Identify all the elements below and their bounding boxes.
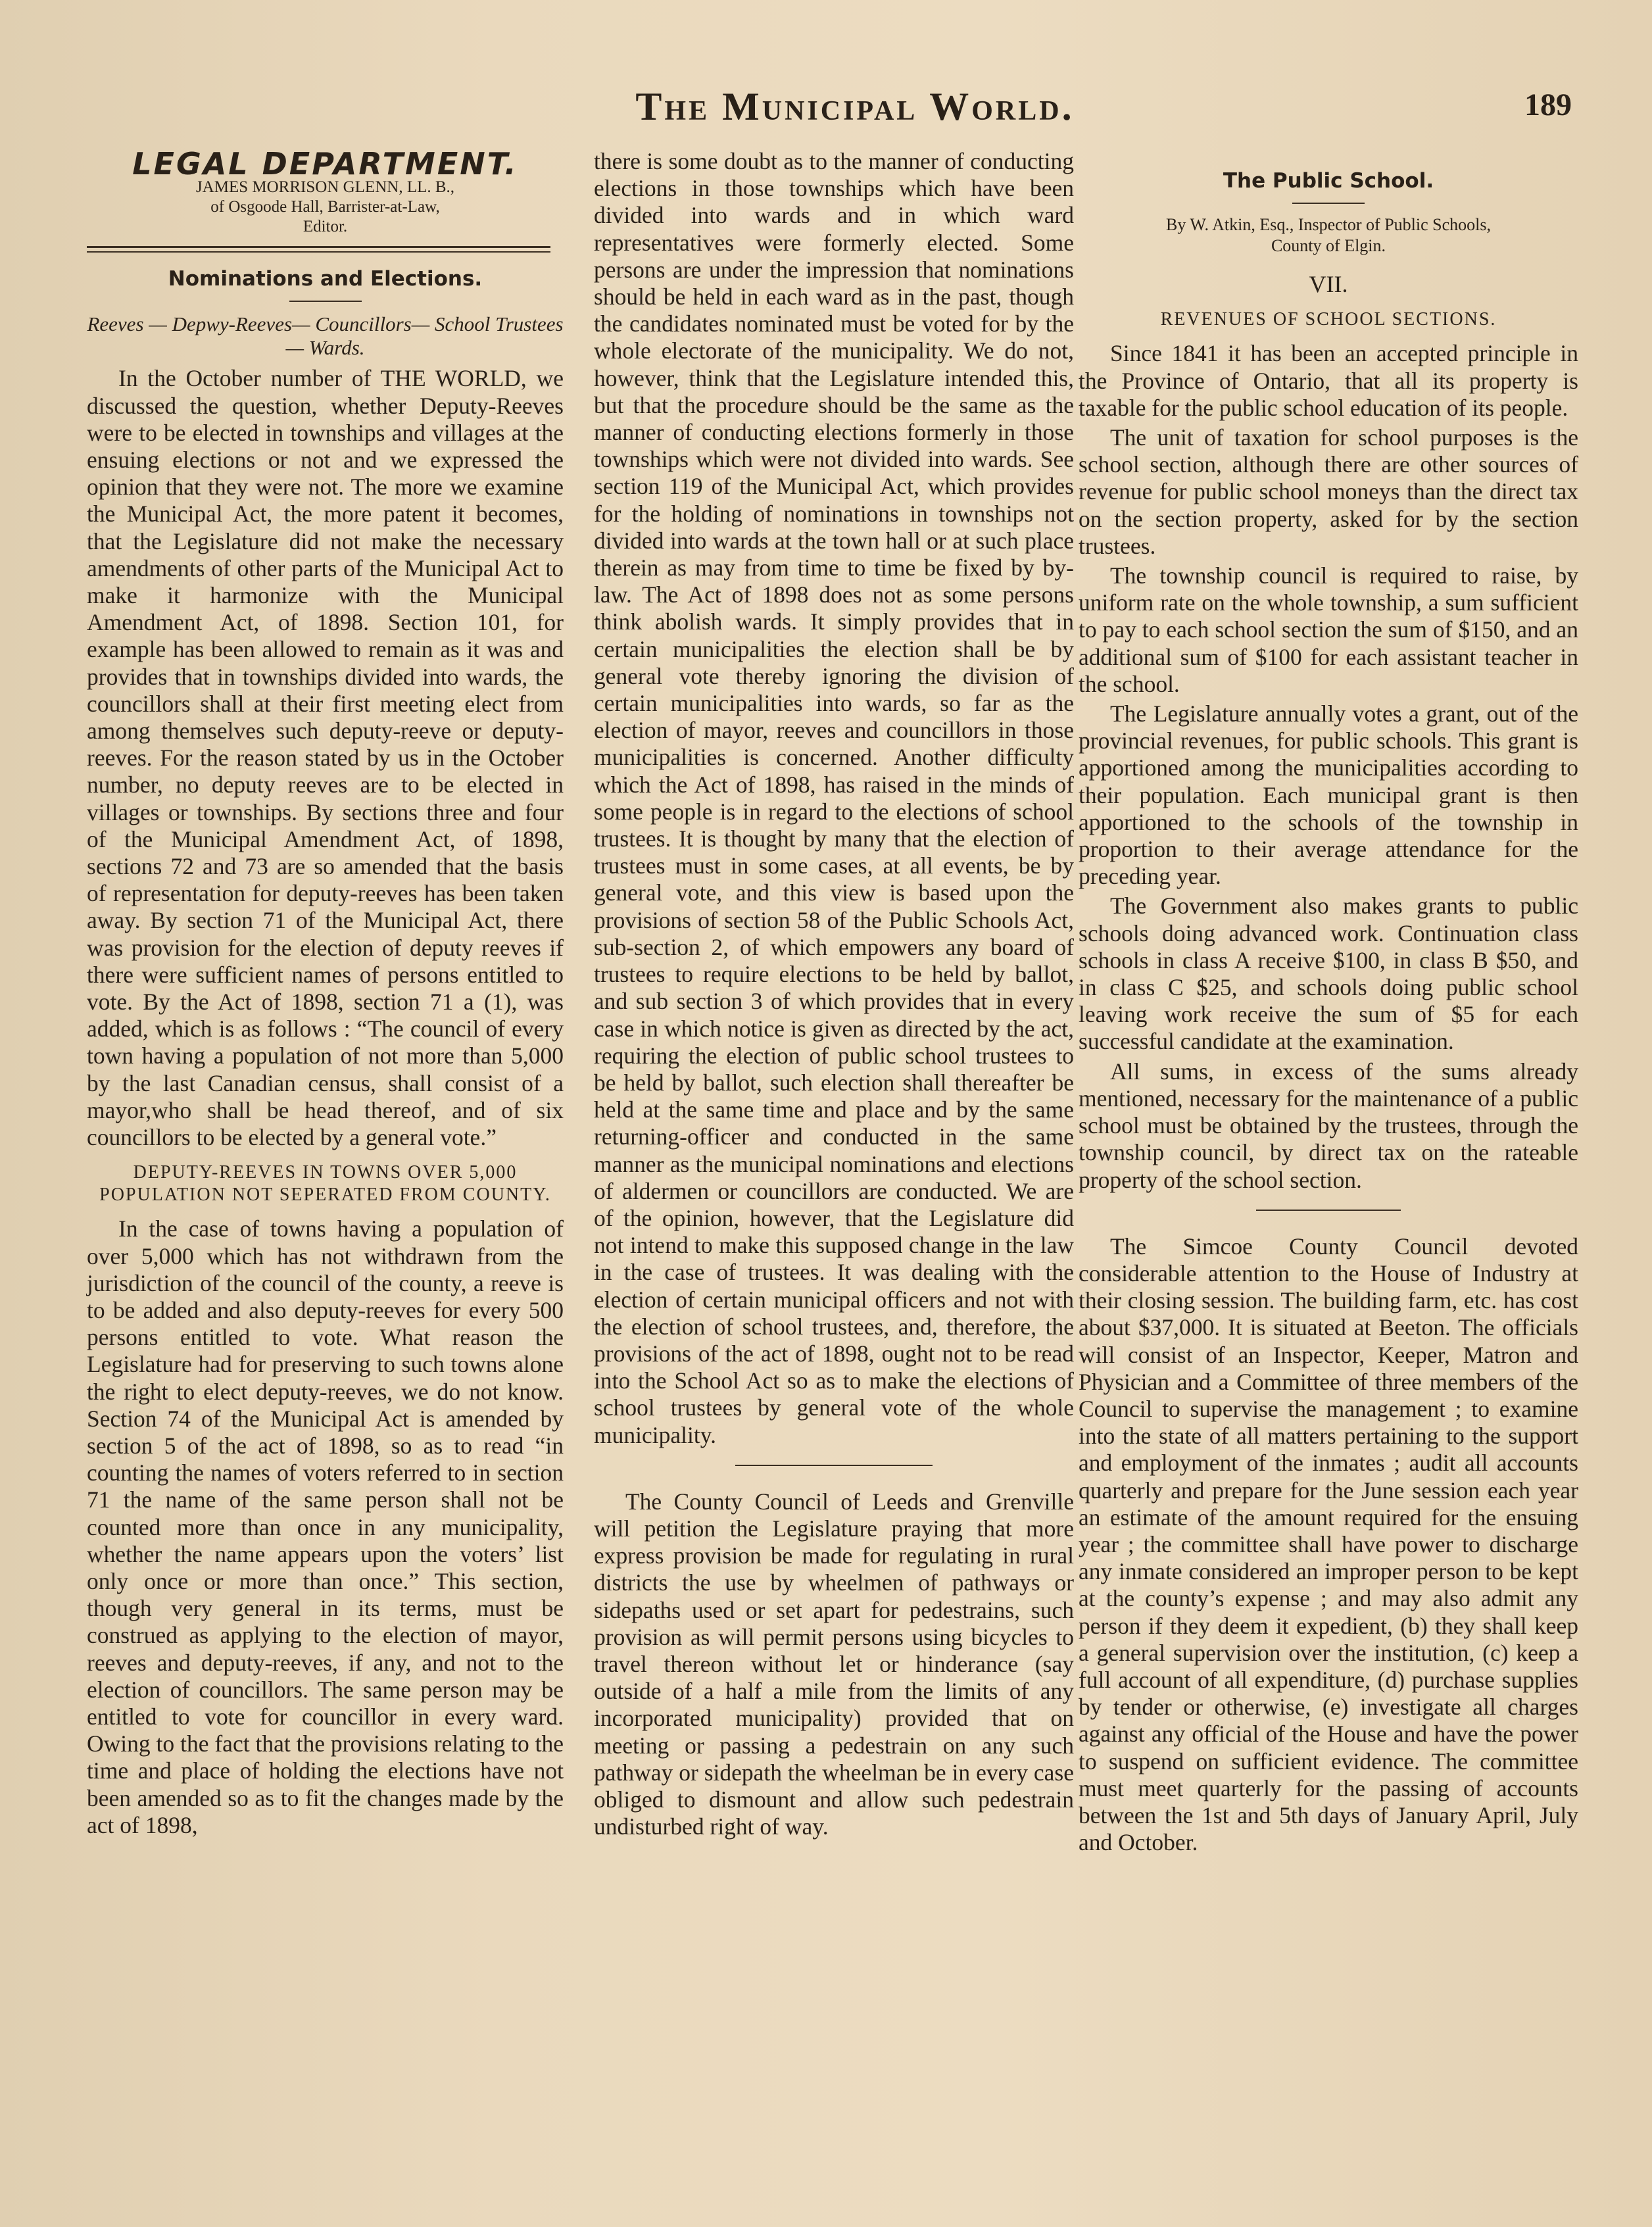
paragraph: The township council is required to raise, by uniform rate on the whole township, a sum sufficient to pay to each school section the sum of $150, and an additional sum of $100 for each assistant teacher in the school. bbox=[1079, 562, 1578, 697]
paragraph: The unit of taxation for school purposes is the school section, although there are other sources of revenue for public school moneys than the direct tax on the section property, asked for by the section trustees. bbox=[1079, 424, 1578, 559]
part-number: VII. bbox=[1309, 271, 1348, 298]
page-number: 189 bbox=[1524, 87, 1572, 122]
column-3 bbox=[1079, 148, 1578, 1859]
article-subheading: Reeves — Depwy-Reeves— Councillors— School Trustees— Wards. bbox=[87, 312, 564, 360]
editor-role: Editor. bbox=[303, 218, 348, 236]
byline bbox=[1079, 214, 1578, 257]
paragraph: The Government also makes grants to public schools doing advanced work. Continuation class schools in class A receive $100, in class B $50, and in class C $25, and schools doing public school leaving work receive the sum of $5 for each successful candidate at the examination. bbox=[1079, 893, 1578, 1055]
paragraph: In the October number of THE WORLD, we discussed the question, whether Deputy-Reeves were to be elected in townships and villages at the ensuing elections or not and we expressed the opinion that they were not. The more we examine the Municipal Act, the more patent it becomes, that the Legislature did not make the necessary amendments of other parts of the Municipal Act to make it harmonize with the Municipal Amendment Act, of 1898. Section 101, for example has been allowed to remain as it was and provides that in townships divided into wards, the councillors shall at their first meeting elect from among themselves such deputy-reeve or deputy-reeves. For the reason stated by us in the October number, no deputy reeves are to be elected in villages or townships. By sections three and four of the Municipal Amendment Act, of 1898, sections 72 and 73 are so amended that the basis of representation for deputy-reeves has been taken away. By section 71 of the Municipal Act, there was provision for the election of deputy reeves if there were sufficient names of persons entitled to vote. By the Act of 1898, section 71 a (1), was added, which is as follows : “The council of every town having a population of not more than 5,000 by the last Canadian census, shall consist of a mayor,who shall be head thereof, and of six councillors to be elected by a general vote.” bbox=[87, 365, 564, 1151]
section-caps-heading: REVENUES OF SCHOOL SECTIONS. bbox=[1160, 309, 1497, 330]
paragraph: there is some doubt as to the manner of conducting elections in those townships which have been divided into wards and in which ward representatives were formerly elected. Some persons are under the impression that nominations should be held in each ward as in the past, though the candidates nominated must be voted for by the whole electorate of the municipality. We do not, however, think that the Legislature intended this, but that the procedure should be the same as the manner of conducting elections formerly in those townships which were not divided into wards. See section 119 of the Municipal Act, which provides for the holding of nominations in townships not divided into wards at the town hall or at such place therein as may from time to time be fixed by by-law. The Act of 1898 does not as some persons think abolish wards. It simply provides that in certain municipalities the election shall be by general vote thereby ignoring the division of certain municipalities into wards, so far as the election of mayor, reeves and councillors in those municipalities is concerned. Another difficulty which the Act of 1898, has raised in the minds of some people is in regard to the elections of school trustees. It is thought by many that the election of trustees must in some cases, at all events, be by general vote, and this view is based upon the provisions of section 58 of the Public Schools Act, sub-section 2, of which empowers any board of trustees to require elections to be held by ballot, and sub section 3 of which provides that in every case in which notice is given as directed by the act, requiring the election of public school trustees to be held by ballot, such election shall thereafter be held at the same time and place and by the same returning-officer and conducted in the same manner as the municipal nominations and elections of aldermen or councillors are conducted. We are of the opinion, however, that the Legislature did not intend to make this supposed change in the law in the case of trustees. It was dealing with the election of certain municipal officers and not with the election of school trustees, and, therefore, the provisions of the act of 1898, ought not to be read into the School Act so as to make the elections of school trustees by general vote of the whole municipality. bbox=[594, 148, 1074, 1448]
column-1 bbox=[87, 148, 564, 1842]
column-2 bbox=[594, 148, 1074, 1843]
double-rule bbox=[87, 246, 550, 253]
masthead-title: The Municipal World. bbox=[635, 85, 1075, 128]
editor-affiliation: of Osgoode Hall, Barrister-at-Law, bbox=[210, 198, 440, 216]
byline-line: By W. Atkin, Esq., Inspector of Public Schools, bbox=[1166, 215, 1491, 235]
page-header bbox=[99, 78, 1611, 143]
short-divider bbox=[1292, 203, 1365, 204]
byline-line: County of Elgin. bbox=[1271, 236, 1386, 256]
paragraph: The Simcoe County Council devoted considerable attention to the House of Industry at their closing session. The building farm, etc. has cost about $37,000. It is situated at Beeton. The officials will consist of an Inspector, Keeper, Matron and Physician and a Committee of three members of the Council to supervise the management ; to examine into the state of all matters pertaining to the support and employment of the inmates ; audit all accounts quarterly and prepare for the June session each year an estimate of the amount required for the ensuing year ; the committee shall have power to discharge any inmate considered an improper person to be kept at the county’s expense ; and may also admit any person if they deem it expedient, (b) they shall keep a general supervision over the institution, (c) keep a full account of all expenditure, (d) purchase supplies by tender or otherwise, (e) investigate all charges against any official of the House and have the power to suspend on sufficient evidence. The committee must meet quarterly for the passing of accounts between the 1st and 5th days of January April, July and October. bbox=[1079, 1233, 1578, 1856]
paragraph: The County Council of Leeds and Grenville will petition the Legislature praying that more express provision be made for regulating in rural districts the use by wheelmen of pathways or sidepaths used or set apart for pedestrains, such provision as will permit persons using bicycles to travel thereon without let or hinderance (say outside of a half a mile from the limits of any incorporated municipality) provided that on meeting or passing a pedestrain on any such pathway or sidepath the wheelman be in every case obliged to dismount and allow such pedestrain undisturbed right of way. bbox=[594, 1488, 1074, 1840]
paragraph: In the case of towns having a population of over 5,000 which has not withdrawn from the jurisdiction of the council of the county, a reeve is to be added and also deputy-reeves for every 500 persons entitled to vote. What reason the Legislature had for preserving to such towns alone the right to elect deputy-reeves, we do not know. Section 74 of the Municipal Act is amended by section 5 of the act of 1898, so as to read “in counting the names of voters referred to in section 71 the name of the same person shall not be counted more than once in any municipality, whether the name appears upon the voters’ list only once or more than once.” This section, though very general in its terms, must be construed as applying to the election of mayor, reeves and deputy-reeves, if any, and not to the election of councillors. The same person may be entitled to vote for councillor in every ward. Owing to the fact that the provisions relating to the time and place of holding the elections have not been amended so as to fit the changes made by the act of 1898, bbox=[87, 1215, 564, 1838]
editor-name: JAMES MORRISON GLENN, LL. B., bbox=[195, 178, 455, 197]
paragraph: Since 1841 it has been an accepted principle in the Province of Ontario, that all its property is taxable for the public school education of its people. bbox=[1079, 340, 1578, 421]
article-heading: The Public School. bbox=[1223, 169, 1434, 193]
article-heading: Nominations and Elections. bbox=[168, 267, 483, 291]
short-divider bbox=[289, 301, 362, 302]
paragraph: All sums, in excess of the sums already mentioned, necessary for the maintenance of a public school must be obtained by the trustees, through the township council, by direct tax on the rateable property of the school section. bbox=[1079, 1058, 1578, 1193]
department-title: LEGAL DEPARTMENT. bbox=[132, 146, 518, 182]
paragraph: The Legislature annually votes a grant, out of the provincial revenues, for public schools. This grant is apportioned among the municipalities according to their population. Each municipal grant is then apportioned to the schools of the township in proportion to their average attendance for the preceding year. bbox=[1079, 700, 1578, 890]
column-divider bbox=[735, 1465, 933, 1466]
section-caps-heading: DEPUTY-REEVES IN TOWNS OVER 5,000 POPULATION NOT SEPERATED FROM COUNTY. bbox=[99, 1162, 551, 1206]
column-divider bbox=[1256, 1210, 1401, 1211]
